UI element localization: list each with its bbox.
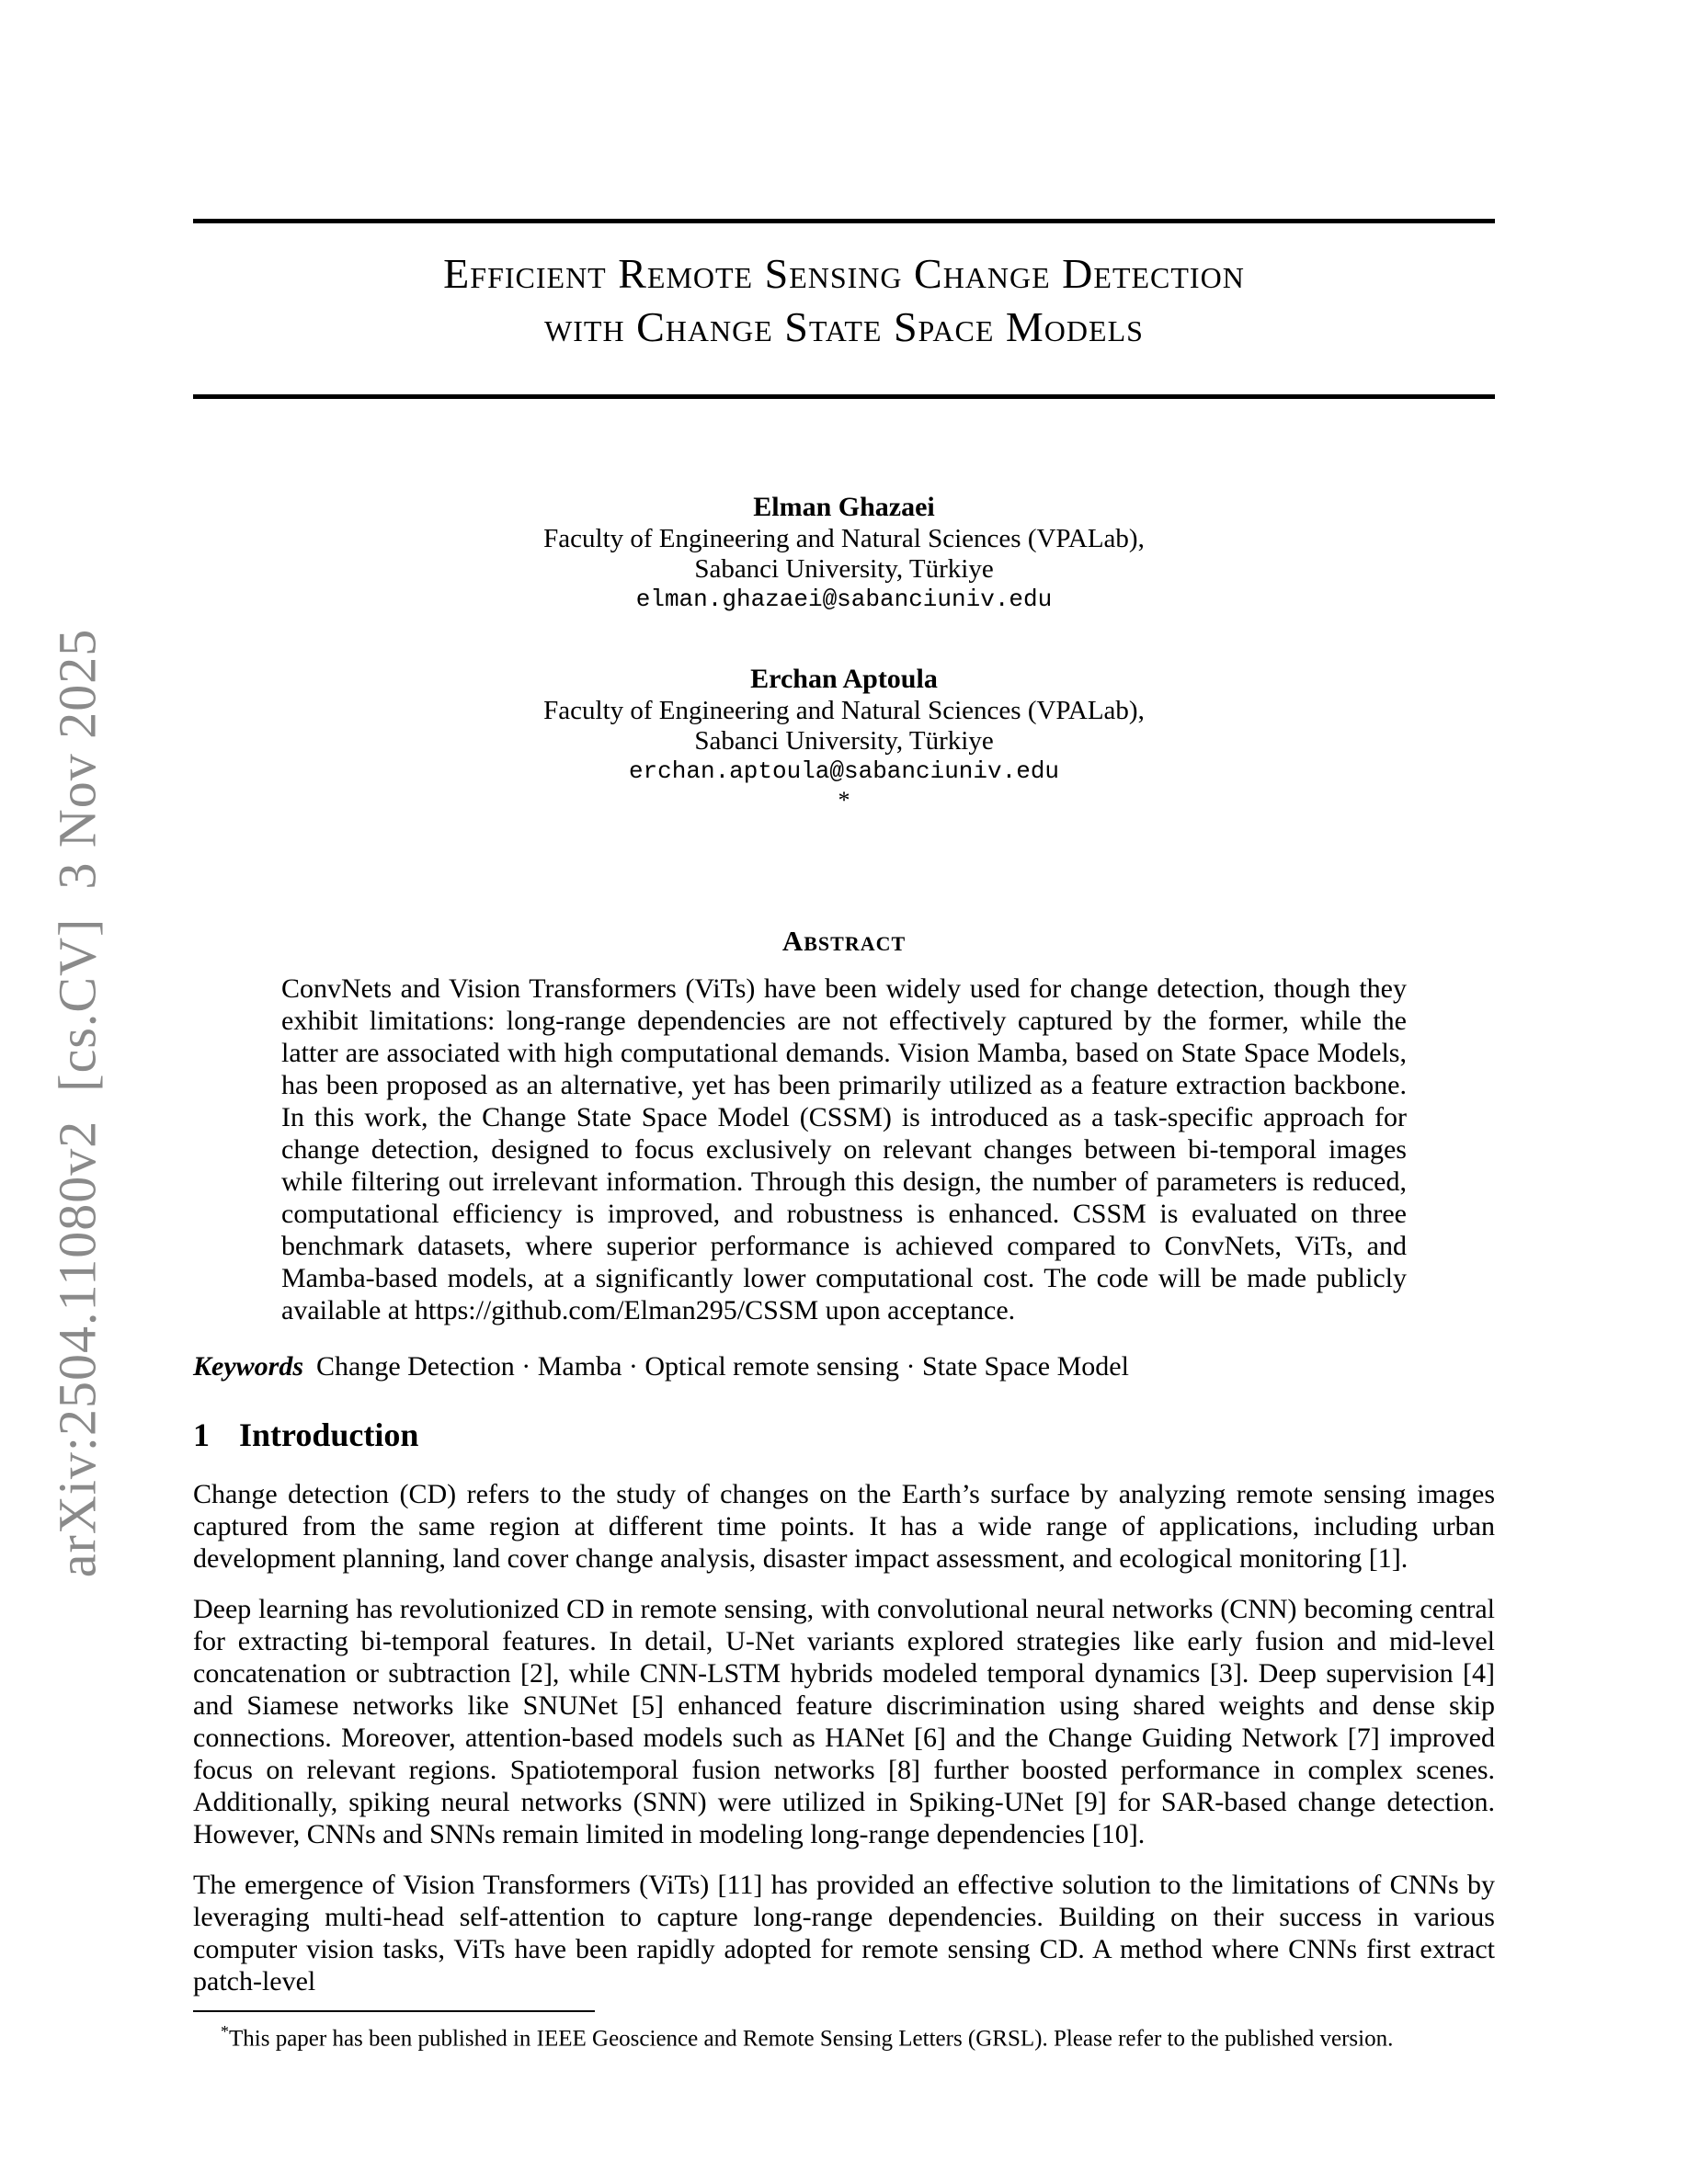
author-affiliation-line2: Sabanci University, Türkiye	[694, 726, 994, 756]
section-title: Introduction	[239, 1416, 419, 1453]
author-block	[193, 663, 1495, 814]
thanks-asterisk: *	[838, 787, 850, 813]
abstract-heading: Abstract	[781, 925, 907, 957]
footnote	[193, 2018, 1495, 2053]
intro-paragraph-2: Deep learning has revolutionized CD in remote sensing, with convolutional neural networks (CNN) becoming central for extracting bi-temporal features. In detail, U-Net variants explored strategies like early fusion and mid-level concatenation or subtraction [2], while CNN-LSTM hybrids modeled temporal dynamics [3]. Deep supervision [4] and Siamese networks like SNUNet [5] enhanced feature discrimination using shared weights and dense skip connections. Moreover, attention-based models such as HANet [6] and the Change Guiding Network [7] improved focus on relevant regions. Spatiotemporal fusion networks [8] further boosted performance in complex scenes. Additionally, spiking neural networks (SNN) were utilized in Spiking-UNet [9] for SAR-based change detection. However, CNNs and SNNs remain limited in modeling long-range dependencies [10].	[193, 1594, 1495, 1849]
section-number: 1	[193, 1416, 210, 1453]
section-heading-introduction	[193, 1416, 1495, 1454]
abstract-text: ConvNets and Vision Transformers (ViTs) have been widely used for change detection, though they exhibit limitations: long-range dependencies are not effectively captured by the former, while the latter are associated with high computational demands. Vision Mamba, based on State Space Models, has been proposed as an alternative, yet has been primarily utilized as a feature extraction backbone. In this work, the Change State Space Model (CSSM) is introduced as a task-specific approach for change detection, designed to focus exclusively on relevant changes between bi-temporal images while filtering out irrelevant information. Through this design, the number of parameters is reduced, computational efficiency is improved, and robustness is enhanced. CSSM is evaluated on three benchmark datasets, where superior performance is achieved compared to ConvNets, ViTs, and Mamba-based models, at a significantly lower computational cost. The code will be made publicly available at https://github.com/Elman295/CSSM upon acceptance.	[281, 973, 1407, 1325]
title-rule-top	[193, 219, 1495, 223]
author-affiliation-line1: Faculty of Engineering and Natural Sciences (VPALab),	[543, 696, 1145, 725]
author-name: Erchan Aptoula	[750, 664, 938, 694]
footnote-text: This paper has been published in IEEE Geoscience and Remote Sensing Letters (GRSL). Please refer to the published version.	[229, 2026, 1394, 2052]
author-email: elman.ghazaei@sabanciuniv.edu	[635, 586, 1053, 613]
intro-paragraph-3: The emergence of Vision Transformers (ViTs) [11] has provided an effective solution to the limitations of CNNs by leveraging multi-head self-attention to capture long-range dependencies. Building on their success in various computer vision tasks, ViTs have been rapidly adopted for remote sensing CD. A method where CNNs first extract patch-level	[193, 1870, 1495, 1996]
intro-paragraph-1: Change detection (CD) refers to the study of changes on the Earth’s surface by analyzing remote sensing images captured from the same region at different time points. It has a wide range of applications, including urban development planning, land cover change analysis, disaster impact assessment, and ecological monitoring [1].	[193, 1479, 1495, 1574]
arxiv-stamp: arXiv:2504.11080v2 [cs.CV] 3 Nov 2025	[47, 628, 108, 1578]
author-name: Elman Ghazaei	[753, 492, 935, 522]
author-list	[193, 491, 1495, 814]
footnote-marker: *	[221, 2022, 229, 2041]
paper-title-line1: Efficient Remote Sensing Change Detection	[443, 250, 1245, 297]
footnote-rule	[193, 2010, 595, 2012]
keywords-label: Keywords	[193, 1351, 303, 1382]
paper-title-line2: with Change State Space Models	[544, 303, 1144, 350]
author-block	[193, 491, 1495, 615]
paper-content	[193, 219, 1495, 2053]
keywords-line	[193, 1350, 1495, 1382]
keywords-text: Change Detection · Mamba · Optical remote sensing · State Space Model	[316, 1351, 1129, 1382]
author-affiliation-line2: Sabanci University, Türkiye	[694, 554, 994, 584]
author-email: erchan.aptoula@sabanciuniv.edu	[628, 757, 1060, 785]
paper-title	[193, 247, 1495, 354]
author-affiliation-line1: Faculty of Engineering and Natural Sciences (VPALab),	[543, 524, 1145, 553]
title-rule-bottom	[193, 394, 1495, 399]
